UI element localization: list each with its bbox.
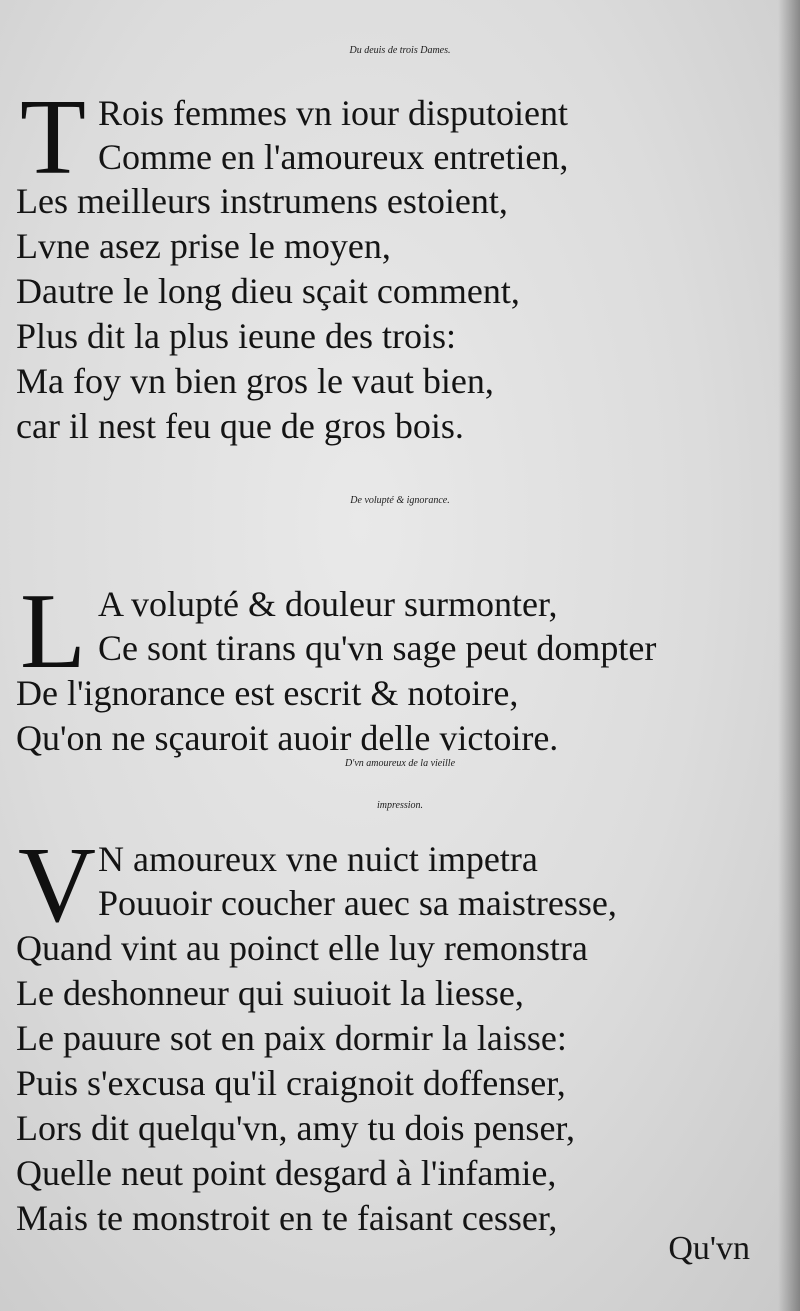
catchword: Qu'vn [668, 1230, 750, 1267]
poem-1-dropcap: T [20, 78, 86, 197]
poem-1-line-7: Ma foy vn bien gros le vaut bien, [16, 361, 494, 401]
poem-1-title: Du deuis de trois Dames. [349, 45, 451, 56]
poem-2-dropcap: L [20, 572, 86, 691]
poem-3-line-8: Quelle neut point desgard à l'infamie, [16, 1153, 557, 1193]
poem-2-line-3: De l'ignorance est escrit & notoire, [16, 673, 519, 713]
poem-1-line-6: Plus dit la plus ieune des trois: [16, 316, 456, 356]
poem-2-line-2: Ce sont tirans qu'vn sage peut dompter [98, 628, 657, 668]
poem-3-dropcap: V [18, 826, 96, 945]
poem-3-line-9: Mais te monstroit en te faisant cesser, [16, 1198, 558, 1238]
page-edge-shadow [778, 0, 800, 1311]
poem-3-line-4: Le deshonneur qui suiuoit la liesse, [16, 973, 524, 1013]
poem-3-line-7: Lors dit quelqu'vn, amy tu dois penser, [16, 1108, 575, 1148]
poem-3-line-1: N amoureux vne nuict impetra [98, 839, 538, 879]
poem-1-line-1: Rois femmes vn iour disputoient [98, 93, 568, 133]
poem-3-line-5: Le pauure sot en paix dormir la laisse: [16, 1018, 567, 1058]
poem-3-title-line-1: D'vn amoureux de la vieille [344, 758, 456, 769]
poem-3-line-2: Pouuoir coucher auec sa maistresse, [98, 883, 617, 923]
poem-1-line-8: car il nest feu que de gros bois. [16, 406, 464, 446]
poem-1-line-4: Lvne asez prise le moyen, [16, 226, 391, 266]
poem-1-line-3: Les meilleurs instrumens estoient, [16, 181, 508, 221]
poem-3-line-3: Quand vint au poinct elle luy remonstra [16, 928, 588, 968]
poem-3-line-6: Puis s'excusa qu'il craignoit doffenser, [16, 1063, 566, 1103]
poem-1-line-5: Dautre le long dieu sçait comment, [16, 271, 520, 311]
poem-2-line-1: A volupté & douleur surmonter, [98, 584, 558, 624]
poem-2-title: De volupté & ignorance. [350, 495, 450, 506]
poem-3-title-line-2: impression. [376, 800, 424, 811]
poem-2-line-4: Qu'on ne sçauroit auoir delle victoire. [16, 718, 559, 758]
poem-1-line-2: Comme en l'amoureux entretien, [98, 137, 569, 177]
